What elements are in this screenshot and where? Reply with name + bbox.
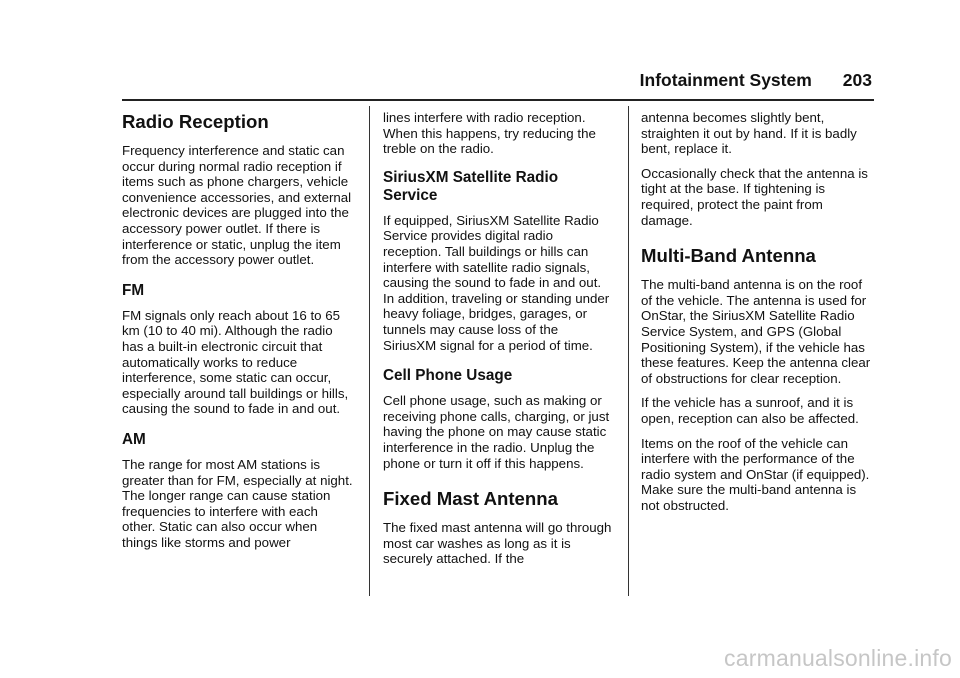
heading-fm: FM (122, 281, 145, 299)
heading-cell-phone-usage: Cell Phone Usage (383, 367, 513, 385)
watermark: carmanualsonline.info (724, 645, 952, 671)
heading-radio-reception: Radio Reception (122, 111, 269, 132)
heading-siriusxm: SiriusXM Satellite Radio Service (383, 168, 559, 204)
fm-text: FM signals only reach about 16 to 65 km (10 to 40 mi). Although the radio has a built-in electronic circuit that automatically works to reduce interference, some static can occur, especially around tall buildings or hills, causing the sound to fade in and out. (122, 307, 349, 417)
page-number: 203 (842, 70, 872, 90)
column-divider-2 (628, 106, 629, 596)
fixed-mast-text-continued: antenna becomes slightly bent, straighten it out by hand. If it is badly bent, replace it. (641, 110, 857, 157)
cell-phone-text: Cell phone usage, such as making or receiving phone calls, charging, or just having the phone on may cause static interference in the radio. Unplug the phone or turn it off if this happens. (383, 393, 610, 471)
header-rule (122, 99, 874, 101)
column-divider-1 (369, 106, 370, 596)
heading-am: AM (122, 430, 146, 448)
antenna-check-text: Occasionally check that the antenna is tight at the base. If tightening is required, protect the paint from damage. (641, 165, 868, 228)
page-header (620, 70, 872, 96)
siriusxm-text: If equipped, SiriusXM Satellite Radio Service provides digital radio reception. Tall buildings or hills can interfere with satellite radio signals, causing the sound to fade in and out. In addition, traveling or standing under heavy foliage, bridges, garages, or tunnels may cause loss of the SiriusXM signal for a period of time. (383, 212, 610, 353)
column-2 (383, 110, 615, 576)
section-title: Infotainment System (639, 70, 812, 90)
column-1 (122, 108, 354, 559)
multi-band-text-2: If the vehicle has a sunroof, and it is open, reception can also be affected. (641, 395, 859, 426)
multi-band-text-3: Items on the roof of the vehicle can interfere with the performance of the radio system and OnStar (if equipped). Make sure the multi-band antenna is not obstructed. (641, 435, 870, 513)
am-text-continued: lines interfere with radio reception. When this happens, try reducing the treble on the radio. (383, 110, 596, 157)
heading-multi-band-antenna: Multi-Band Antenna (641, 245, 816, 267)
am-text: The range for most AM stations is greater than for FM, especially at night. The longer range can cause station frequencies to interfere with each other. Static can also occur when things like storms and power (122, 456, 353, 550)
fixed-mast-text: The fixed mast antenna will go through most car washes as long as it is securely attached. If the (383, 520, 612, 567)
heading-fixed-mast-antenna: Fixed Mast Antenna (383, 488, 558, 510)
radio-reception-text: Frequency interference and static can occur during normal radio reception if items such as phone chargers, vehicle convenience accessories, and external electronic devices are plugged into the accessory power outlet. If there is interference or static, unplug the item from the accessory power outlet. (122, 143, 352, 268)
multi-band-text-1: The multi-band antenna is on the roof of the vehicle. The antenna is used for OnStar, the SiriusXM Satellite Radio Service System, and GPS (Global Positioning System), if the vehicle has these features. Keep the antenna clear of obstructions for clear reception. (641, 277, 871, 386)
column-3 (641, 110, 875, 522)
